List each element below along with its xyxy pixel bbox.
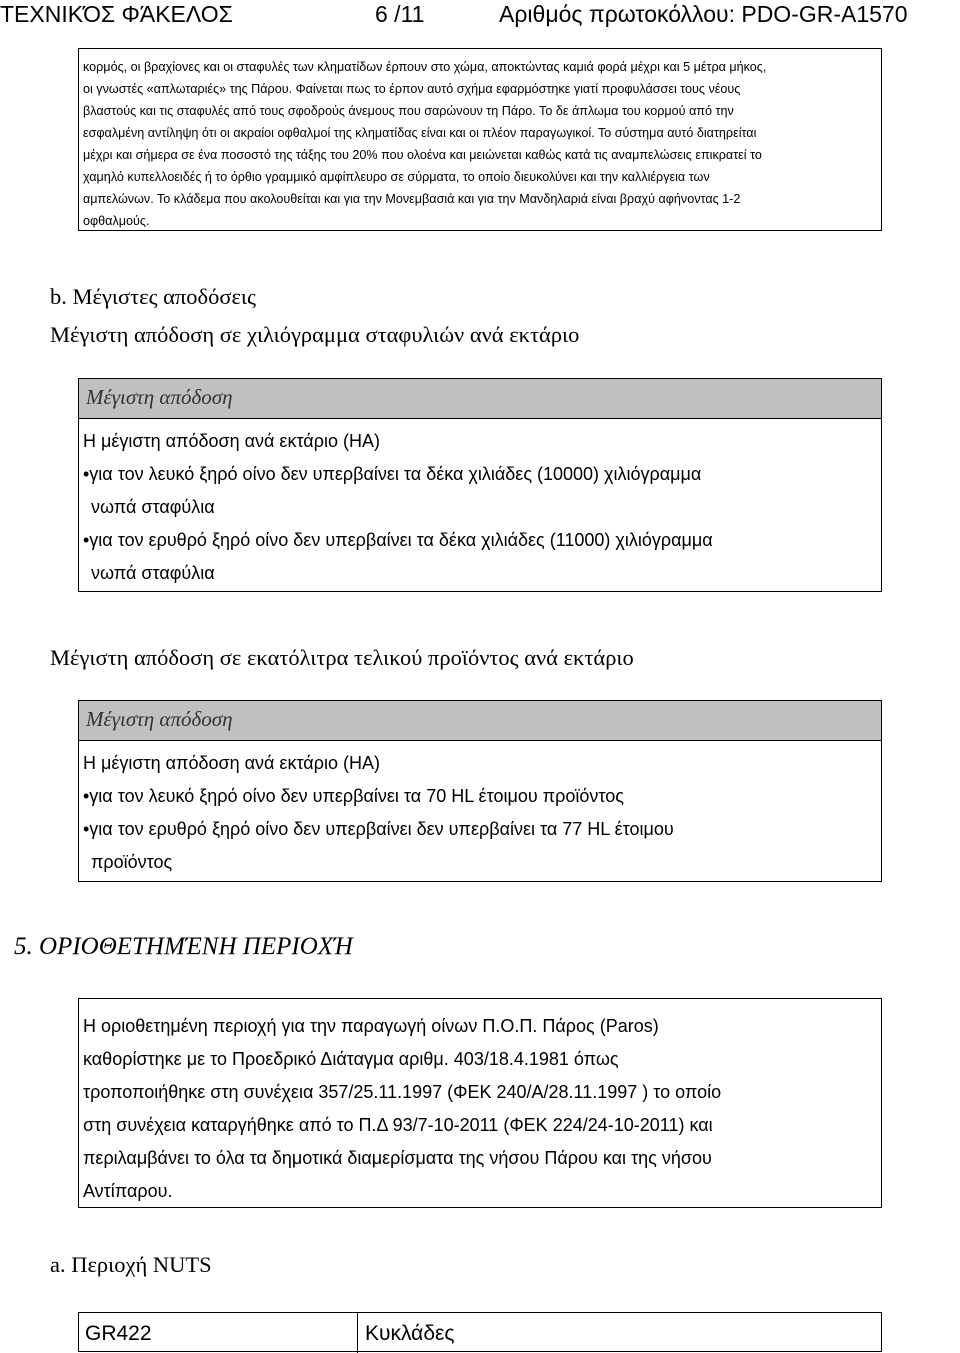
protocol-number: Αριθμός πρωτοκόλλου: PDO-GR-A1570 [499,1,908,27]
hl-yield-box [78,700,882,882]
area-line: στη συνέχεια καταργήθηκε από το Π.Δ 93/7-10-2011 (ΦΕΚ 224/24-10-2011) και [83,1115,713,1135]
doc-title: ΤΕΧΝΙΚΌΣ ΦΆΚΕΛΟΣ [0,1,233,27]
intro-line: βλαστούς και τις σταφυλές από τους σφοδρούς άνεμους που σαρώνουν τη Πάρο. Το δε άπλωμα του κορμού από την [83,104,734,118]
kg-yield-heading: Μέγιστη απόδοση σε χιλιόγραμμα σταφυλιών ανά εκτάριο [50,322,580,347]
kg-red-line: •για τον ερυθρό ξηρό οίνο δεν υπερβαίνει τα δέκα χιλιάδες (11000) χιλιόγραμμα [83,530,713,550]
section-b-title: b. Μέγιστες αποδόσεις [50,284,256,309]
kg-yield-box-header: Μέγιστη απόδοση [79,379,881,419]
intro-line: αμπελώνων. Το κλάδεμα που ακολουθείται και για την Μονεμβασιά και για την Μανδηλαριά είναι βραχύ αφήνοντας 1-2 [83,192,741,206]
kg-red-line-cont: νωπά σταφύλια [91,563,215,583]
area-line: τροποποιήθηκε στη συνέχεια 357/25.11.1997 (ΦΕΚ 240/Α/28.11.1997 ) το οποίο [83,1082,722,1102]
nuts-code: GR422 [85,1322,152,1345]
area-line: Η οριοθετημένη περιοχή για την παραγωγή οίνων Π.Ο.Π. Πάρος (Paros) [83,1016,659,1036]
page-header [0,0,960,34]
intro-line: οφθαλμούς. [83,214,150,228]
delimited-area-box [78,998,882,1208]
kg-white-line: •για τον λευκό ξηρό οίνο δεν υπερβαίνει τα δέκα χιλιάδες (10000) χιλιόγραμμα [83,464,702,484]
intro-line: μέχρι και σήμερα σε ένα ποσοστό της τάξης του 20% που ολοένα και μειώνεται καθώς κατά τις αναμπελώσεις επικρατεί το [83,148,762,162]
intro-line: χαμηλό κυπελλοειδές ή το όρθιο γραμμικό αμφίπλευρο σε σύρματα, το οποίο διευκολύνει και την καλλιέργεια των [83,170,710,184]
hl-red-line-cont: προϊόντος [91,852,173,872]
hl-intro: Η μέγιστη απόδοση ανά εκτάριο (HA) [83,753,380,773]
area-line: καθορίστηκε με το Προεδρικό Διάταγμα αριθμ. 403/18.4.1981 όπως [83,1049,619,1069]
kg-yield-box [78,378,882,592]
hl-yield-heading: Μέγιστη απόδοση σε εκατόλιτρα τελικού προϊόντος ανά εκτάριο [50,645,634,670]
nuts-region: Κυκλάδες [365,1322,455,1345]
intro-paragraph-box [78,48,882,231]
hl-red-line: •για τον ερυθρό ξηρό οίνο δεν υπερβαίνει δεν υπερβαίνει τα 77 HL έτοιμου [83,819,674,839]
section-5-title: 5. ΟΡΙΟΘΕΤΗΜΈΝΗ ΠΕΡΙΟΧΉ [14,933,353,960]
kg-white-line-cont: νωπά σταφύλια [91,497,215,517]
intro-line: κορμός, οι βραχίονες και οι σταφυλές των κληματίδων έρπουν στο χώμα, αποκτώντας καμιά φορά μέχρι και 5 μέτρα μήκος, [83,60,767,74]
page-number: 6 /11 [375,1,425,27]
nuts-divider [357,1313,358,1353]
area-line: περιλαμβάνει το όλα τα δημοτικά διαμερίσματα της νήσου Πάρου και της νήσου [83,1148,712,1168]
intro-line: οι γνωστές «απλωταριές» της Πάρου. Φαίνεται πως το έρπον αυτό σχήμα εφαρμόστηκε γιατί προφυλάσσει τους νέους [83,82,741,96]
kg-intro: Η μέγιστη απόδοση ανά εκτάριο (HA) [83,431,380,451]
area-line: Αντίπαρου. [83,1181,173,1201]
hl-white-line: •για τον λευκό ξηρό οίνο δεν υπερβαίνει τα 70 HL έτοιμου προϊόντος [83,786,624,806]
nuts-table [78,1312,882,1352]
nuts-title: a. Περιοχή NUTS [50,1252,212,1277]
intro-line: εσφαλμένη αντίληψη ότι οι ακραίοι οφθαλμοί της κληματίδας είναι και οι πλέον παραγωγικοί. Το σύστημα αυτό διατηρείται [83,126,757,140]
hl-yield-box-header: Μέγιστη απόδοση [79,701,881,741]
